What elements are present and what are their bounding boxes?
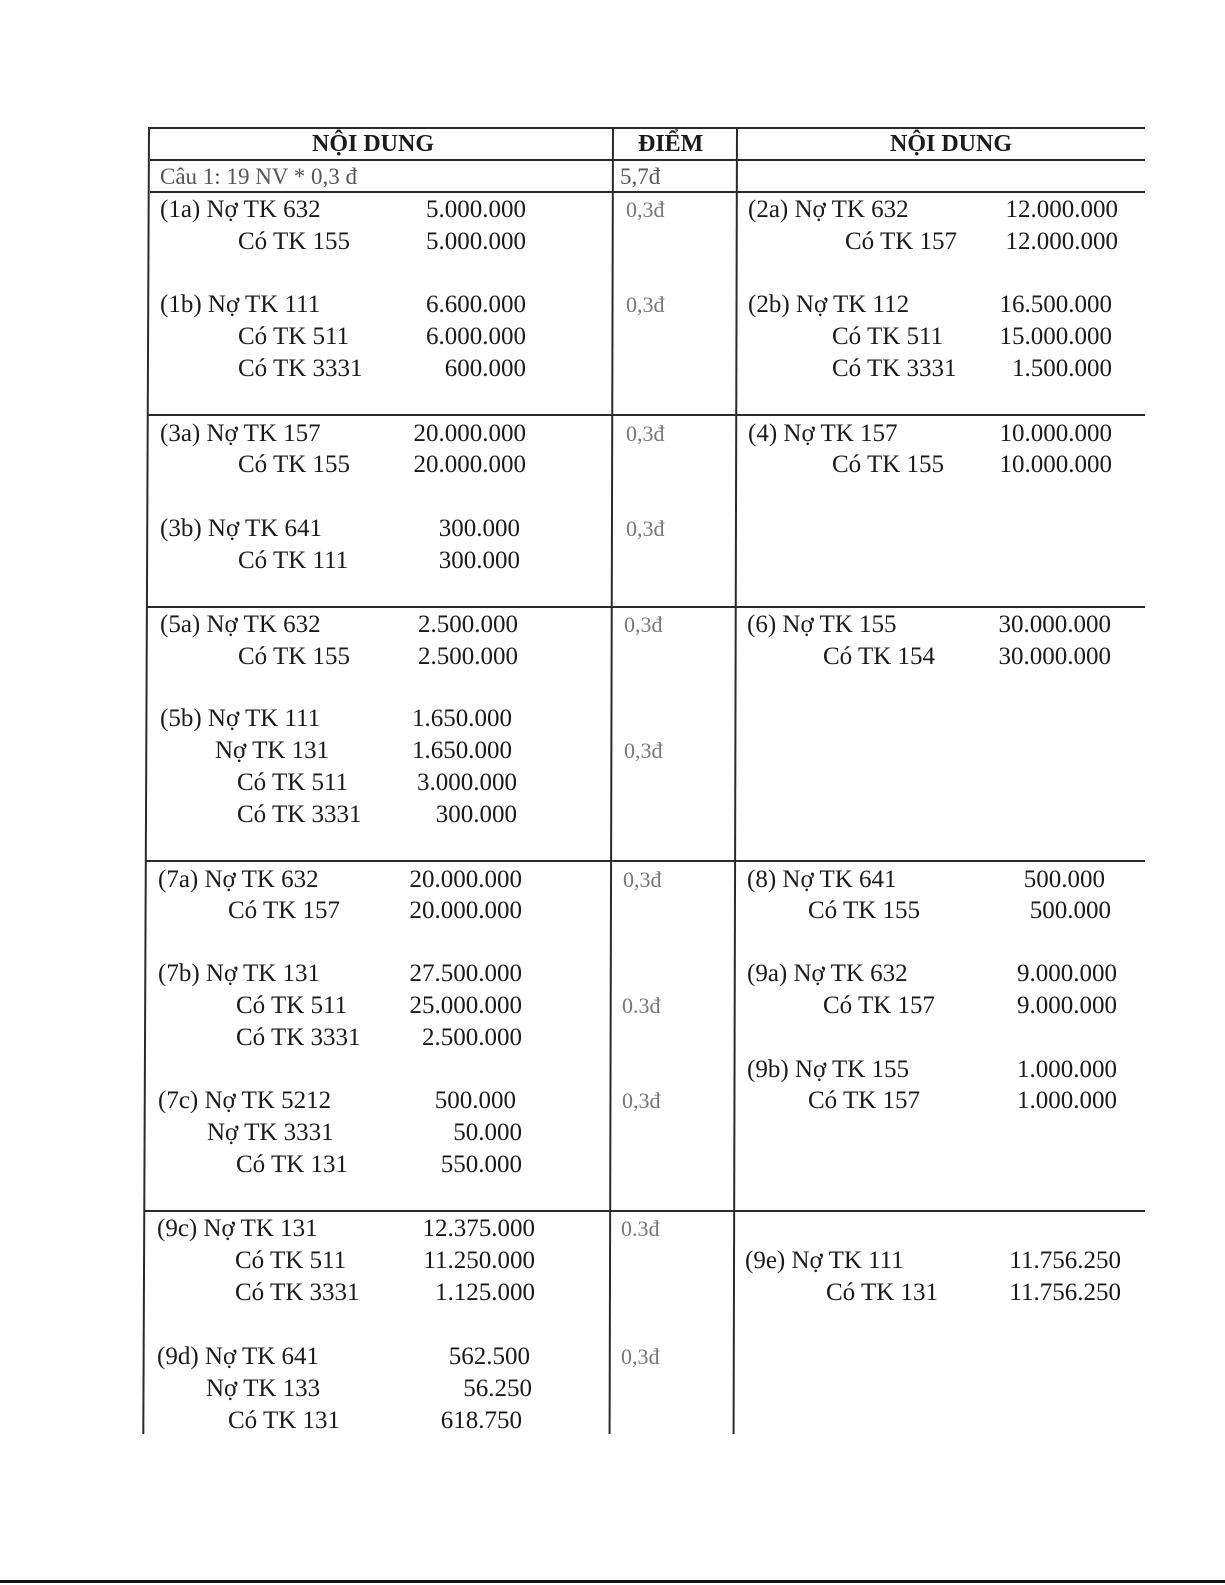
entry-line-amount: 30.000.000 bbox=[998, 643, 1111, 670]
entry-line-label: (4) Nợ TK 157 bbox=[748, 420, 898, 447]
entry-line-amount: 2.500.000 bbox=[418, 611, 518, 638]
entry-line-label: Có TK 3331 bbox=[832, 355, 957, 382]
entry-line-amount: 562.500 bbox=[448, 1343, 530, 1370]
entry-line-label: Có TK 154 bbox=[823, 643, 936, 670]
entry-line-amount: 5.000.000 bbox=[426, 196, 526, 223]
entry-line-label: (9d) Nợ TK 641 bbox=[157, 1343, 320, 1370]
entry-line-amount: 27.500.000 bbox=[409, 960, 522, 987]
entry-line-amount: 9.000.000 bbox=[1017, 960, 1117, 987]
entry-line-label: (5b) Nợ TK 111 bbox=[160, 705, 321, 732]
entry-line-amount: 10.000.000 bbox=[999, 451, 1112, 478]
entry-line-amount: 1.000.000 bbox=[1017, 1087, 1117, 1114]
entry-line-amount: 618.750 bbox=[440, 1407, 522, 1434]
entry-line-label: Có TK 131 bbox=[236, 1151, 349, 1178]
entry-line-amount: 500.000 bbox=[1023, 866, 1105, 893]
entry-line-label: Có TK 3331 bbox=[238, 355, 363, 382]
entry-line-label: (7a) Nợ TK 632 bbox=[158, 866, 319, 893]
entry-line-label: Có TK 157 bbox=[845, 228, 958, 255]
entry-line-amount: 300.000 bbox=[435, 801, 517, 828]
entry-line-label: Có TK 511 bbox=[238, 323, 350, 350]
entry-line-amount: 600.000 bbox=[444, 355, 526, 382]
entry-line-label: Có TK 157 bbox=[228, 897, 341, 924]
entry-line-label: Có TK 155 bbox=[238, 228, 351, 255]
entry-line-label: Có TK 511 bbox=[237, 769, 349, 796]
intro-divider bbox=[150, 191, 1145, 193]
entry-line-label: Có TK 155 bbox=[238, 451, 351, 478]
entry-line-label: Có TK 3331 bbox=[235, 1279, 360, 1306]
entry-line-label: Có TK 511 bbox=[832, 323, 944, 350]
entry-line-amount: 550.000 bbox=[440, 1151, 522, 1178]
entry-line-amount: 1.650.000 bbox=[412, 705, 512, 732]
entry-line-amount: 12.000.000 bbox=[1005, 228, 1118, 255]
entry-line-amount: 6.000.000 bbox=[426, 323, 526, 350]
entry-line-label: (2b) Nợ TK 112 bbox=[748, 291, 910, 318]
column-divider-2 bbox=[733, 127, 738, 1434]
entry-line-label: (3a) Nợ TK 157 bbox=[160, 420, 321, 447]
entry-points: 0,3đ bbox=[626, 197, 665, 222]
entry-line-amount: 2.500.000 bbox=[422, 1024, 522, 1051]
header-divider bbox=[150, 159, 1145, 161]
entry-line-label: Có TK 155 bbox=[808, 897, 921, 924]
entry-line-label: (1a) Nợ TK 632 bbox=[160, 196, 321, 223]
row-divider-3 bbox=[146, 860, 1145, 862]
entry-line-amount: 15.000.000 bbox=[999, 323, 1112, 350]
entry-line-amount: 1.000.000 bbox=[1017, 1056, 1117, 1083]
question-intro: Câu 1: 19 NV * 0,3 đ bbox=[160, 164, 357, 189]
entry-line-amount: 25.000.000 bbox=[409, 992, 522, 1019]
entry-line-amount: 11.756.250 bbox=[1009, 1279, 1121, 1306]
entry-line-label: (2a) Nợ TK 632 bbox=[748, 196, 909, 223]
row-divider-1 bbox=[148, 414, 1145, 416]
entry-points: 0,3đ bbox=[622, 1088, 661, 1113]
entry-line-label: Có TK 511 bbox=[236, 992, 348, 1019]
entry-line-amount: 20.000.000 bbox=[413, 451, 526, 478]
entry-line-amount: 16.500.000 bbox=[999, 291, 1112, 318]
entry-line-amount: 1.125.000 bbox=[435, 1279, 535, 1306]
entry-line-label: Có TK 3331 bbox=[237, 801, 362, 828]
entry-line-label: (8) Nợ TK 641 bbox=[747, 866, 897, 893]
entry-line-amount: 20.000.000 bbox=[409, 897, 522, 924]
header-content-left: NỘI DUNG bbox=[312, 131, 435, 157]
entry-line-label: (7b) Nợ TK 131 bbox=[158, 960, 321, 987]
entry-line-label: Có TK 131 bbox=[228, 1407, 341, 1434]
entry-line-label: Có TK 111 bbox=[238, 547, 349, 574]
table-left-border bbox=[142, 127, 150, 1434]
entry-line-amount: 300.000 bbox=[438, 515, 520, 542]
question-points: 5,7đ bbox=[620, 164, 661, 189]
entry-line-label: Nợ TK 131 bbox=[215, 737, 330, 764]
entry-line-amount: 11.756.250 bbox=[1009, 1247, 1121, 1274]
entry-line-label: (5a) Nợ TK 632 bbox=[160, 611, 321, 638]
table-top-border bbox=[150, 127, 1145, 129]
header-points: ĐIỂM bbox=[638, 131, 704, 157]
entry-line-label: Có TK 155 bbox=[238, 643, 351, 670]
entry-points: 0,3đ bbox=[623, 867, 662, 892]
entry-line-label: Nợ TK 133 bbox=[206, 1375, 321, 1402]
entry-line-amount: 1.500.000 bbox=[1012, 355, 1112, 382]
entry-line-label: (6) Nợ TK 155 bbox=[747, 611, 897, 638]
entry-points: 0,3đ bbox=[626, 421, 665, 446]
entry-points: 0,3đ bbox=[621, 1344, 660, 1369]
entry-line-amount: 50.000 bbox=[453, 1119, 522, 1146]
entry-line-amount: 20.000.000 bbox=[409, 866, 522, 893]
entry-line-label: Có TK 157 bbox=[823, 992, 936, 1019]
entry-line-amount: 500.000 bbox=[1029, 897, 1111, 924]
entry-points: 0,3đ bbox=[626, 516, 665, 541]
entry-line-label: (1b) Nợ TK 111 bbox=[160, 291, 321, 318]
entry-line-label: (9c) Nợ TK 131 bbox=[157, 1215, 318, 1242]
entry-line-amount: 5.000.000 bbox=[426, 228, 526, 255]
entry-line-label: Có TK 131 bbox=[826, 1279, 939, 1306]
entry-line-label: (3b) Nợ TK 641 bbox=[160, 515, 323, 542]
entry-points: 0,3đ bbox=[626, 292, 665, 317]
entry-line-amount: 3.000.000 bbox=[417, 769, 517, 796]
entry-line-label: Có TK 3331 bbox=[236, 1024, 361, 1051]
entry-line-label: Nợ TK 3331 bbox=[207, 1119, 334, 1146]
entry-line-label: (9a) Nợ TK 632 bbox=[747, 960, 908, 987]
entry-line-amount: 12.000.000 bbox=[1005, 196, 1118, 223]
entry-line-amount: 1.650.000 bbox=[412, 737, 512, 764]
row-divider-4 bbox=[145, 1210, 1145, 1212]
entry-line-amount: 20.000.000 bbox=[413, 420, 526, 447]
entry-line-label: Có TK 157 bbox=[808, 1087, 921, 1114]
entry-line-amount: 56.250 bbox=[463, 1375, 532, 1402]
entry-line-amount: 11.250.000 bbox=[423, 1247, 535, 1274]
entry-line-label: (9e) Nợ TK 111 bbox=[745, 1247, 904, 1274]
entry-points: 0,3đ bbox=[624, 738, 663, 763]
entry-line-label: Có TK 511 bbox=[235, 1247, 347, 1274]
entry-line-amount: 12.375.000 bbox=[422, 1215, 535, 1242]
entry-line-amount: 30.000.000 bbox=[998, 611, 1111, 638]
entry-points: 0,3đ bbox=[624, 612, 663, 637]
entry-line-amount: 300.000 bbox=[438, 547, 520, 574]
page-bottom-border bbox=[0, 1580, 1225, 1583]
entry-line-amount: 10.000.000 bbox=[999, 420, 1112, 447]
entry-line-label: (7c) Nợ TK 5212 bbox=[158, 1087, 332, 1114]
entry-line-amount: 9.000.000 bbox=[1017, 992, 1117, 1019]
entry-line-label: (9b) Nợ TK 155 bbox=[747, 1056, 910, 1083]
entry-line-label: Có TK 155 bbox=[832, 451, 945, 478]
entry-line-amount: 500.000 bbox=[434, 1087, 516, 1114]
entry-line-amount: 6.600.000 bbox=[426, 291, 526, 318]
entry-points: 0.3đ bbox=[622, 993, 661, 1018]
header-content-right: NỘI DUNG bbox=[890, 131, 1013, 157]
column-divider-1 bbox=[609, 127, 614, 1434]
entry-line-amount: 2.500.000 bbox=[418, 643, 518, 670]
row-divider-2 bbox=[147, 606, 1145, 608]
entry-points: 0.3đ bbox=[621, 1216, 660, 1241]
